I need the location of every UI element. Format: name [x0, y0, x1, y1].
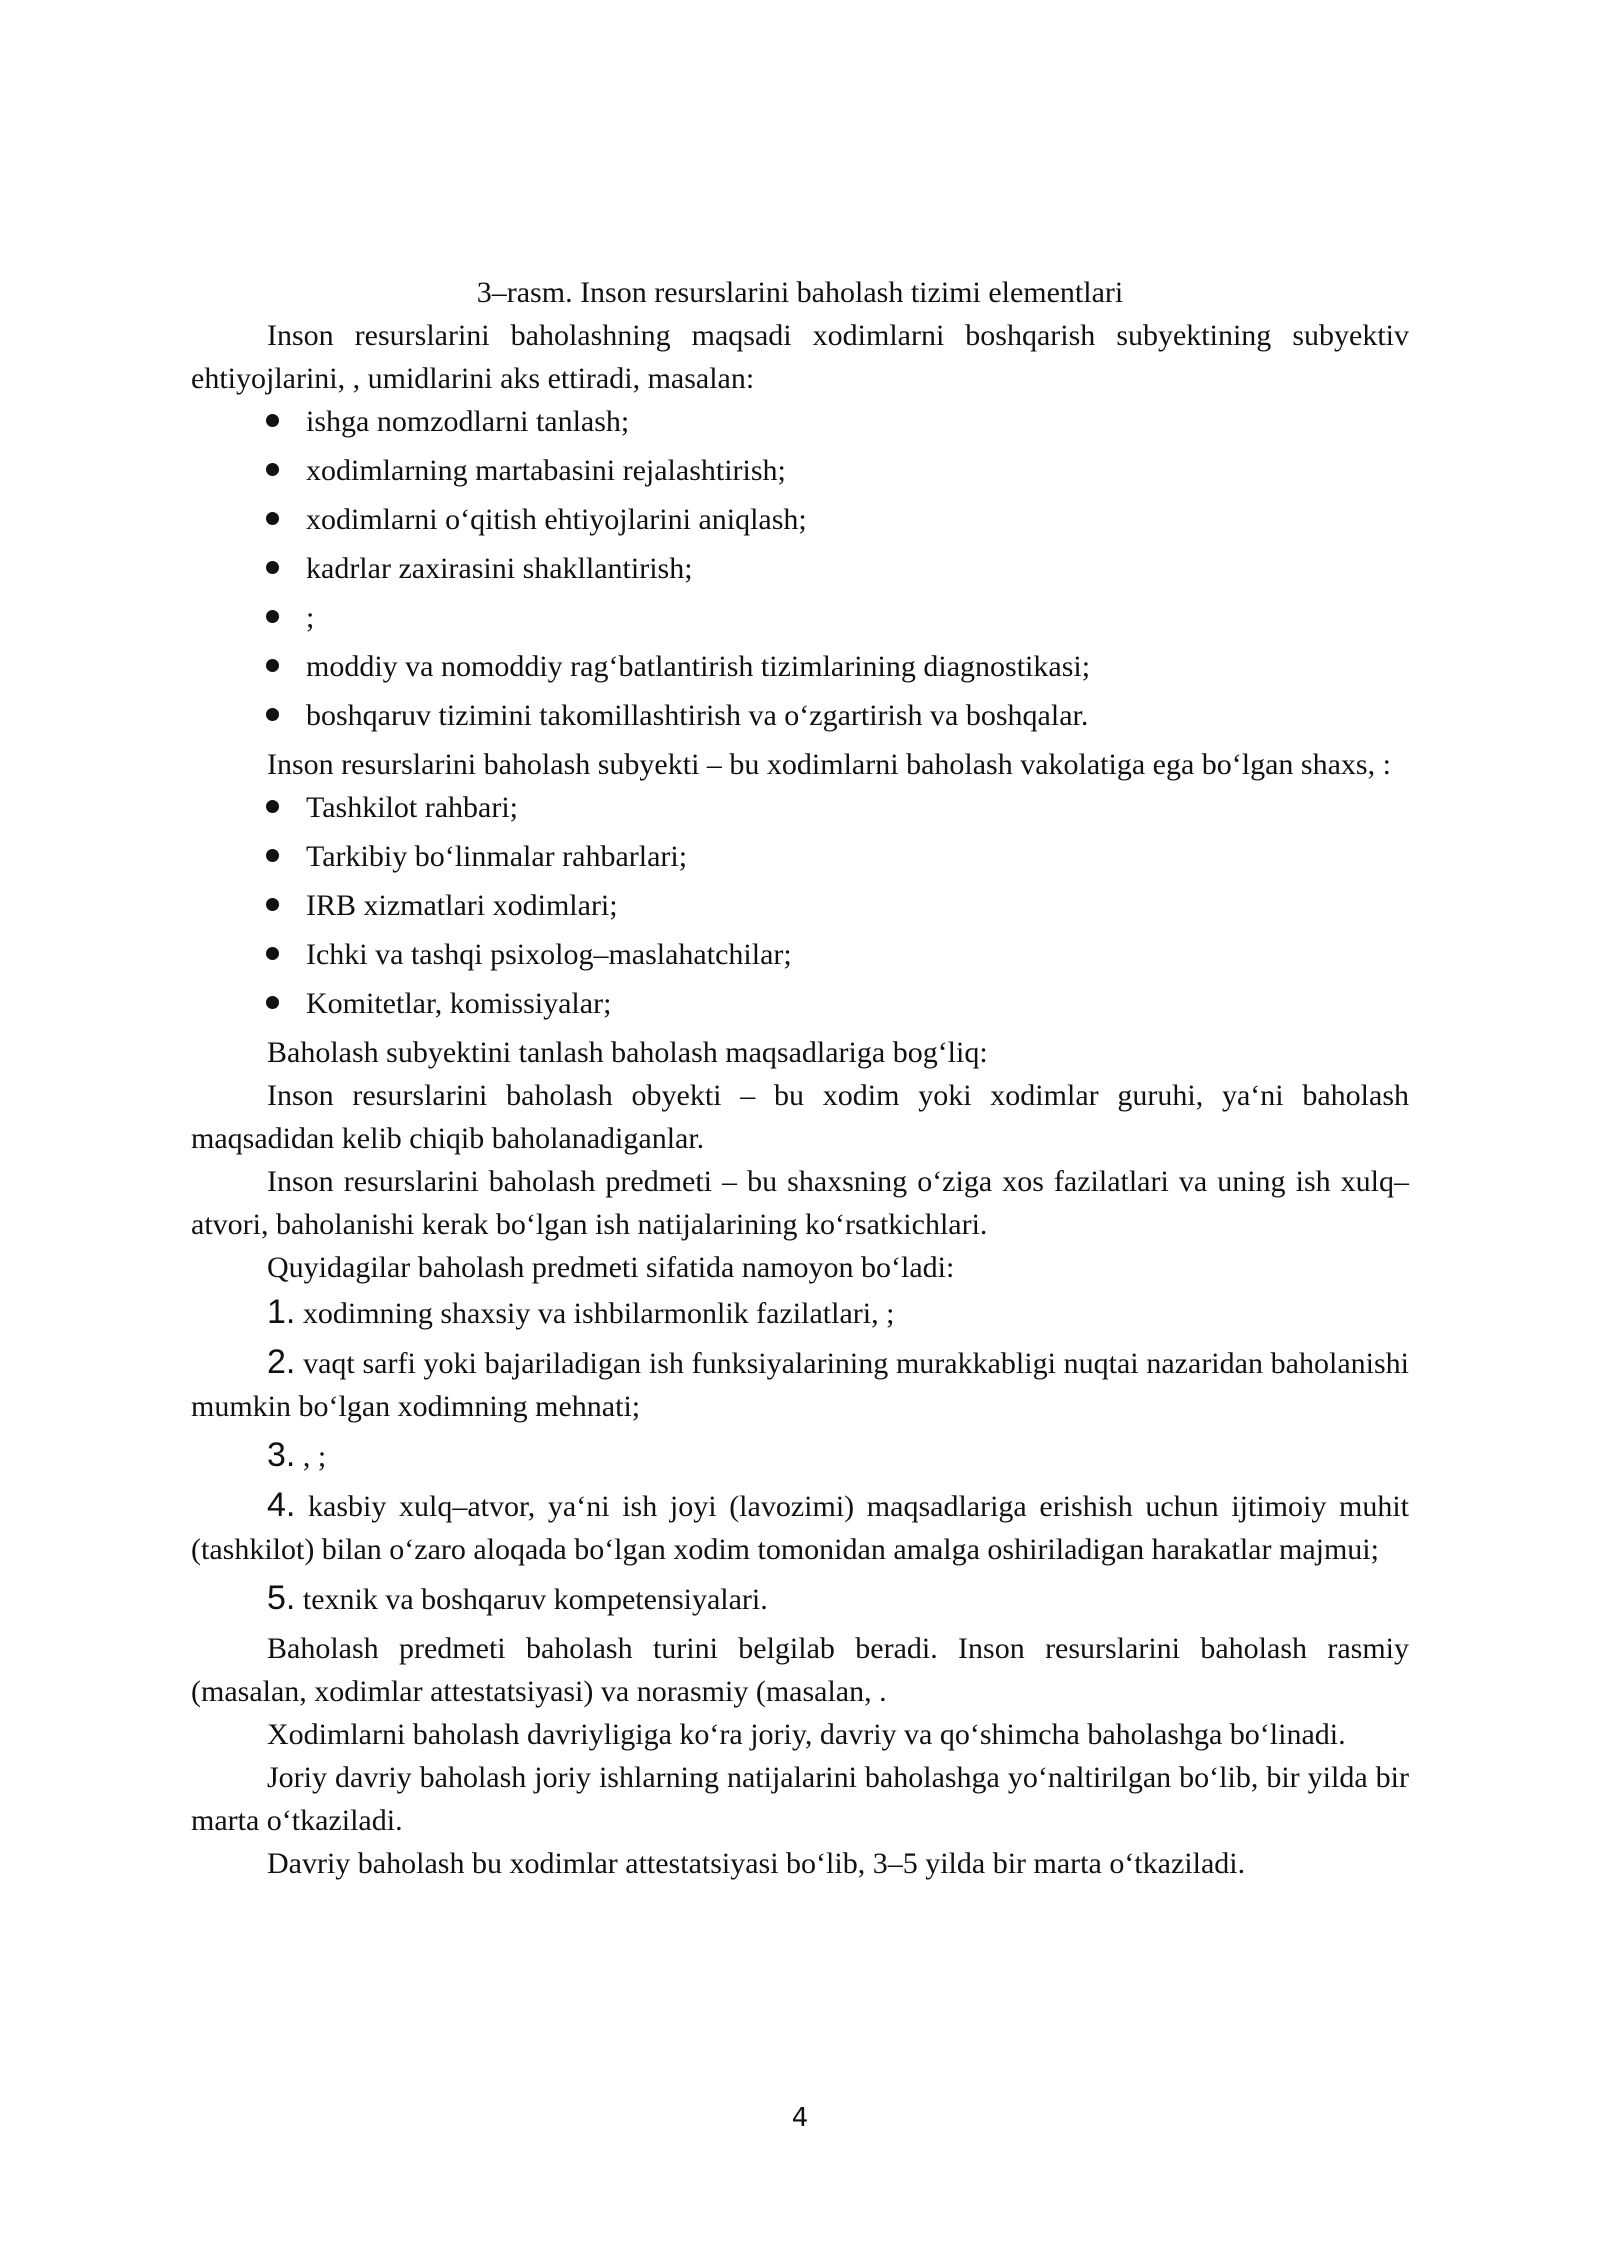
- bullet-icon: [266, 800, 279, 813]
- list-item: ishga nomzodlarni tanlash;: [191, 400, 1409, 443]
- list-item: IRB xizmatlari xodimlari;: [191, 884, 1409, 927]
- item-number: 2.: [267, 1343, 296, 1381]
- paragraph-current-assessment: Joriy davriy baholash joriy ishlarning natijalarini baholashga yo‘naltirilgan bo‘lib, bir yilda bir marta o‘tkaziladi.: [191, 1761, 1409, 1837]
- item-number: 1.: [267, 1293, 296, 1331]
- subjects-list: [191, 786, 1409, 1025]
- page-content: [191, 271, 1409, 1885]
- bullet-icon: [266, 947, 279, 960]
- bullet-icon: [266, 996, 279, 1009]
- paragraph-assessment-matter: Inson resurslarini baholash predmeti – bu shaxsning o‘ziga xos fazilatlari va uning ish xulq–atvori, baholanishi kerak bo‘lgan ish natijalarining ko‘rsatkichlari.: [191, 1165, 1409, 1241]
- bullet-icon: [266, 512, 279, 525]
- list-item: Ichki va tashqi psixolog–maslahatchilar;: [191, 933, 1409, 976]
- paragraph-periodicity: Xodimlarni baholash davriyligiga ko‘ra joriy, davriy va qo‘shimcha baholashga bo‘linadi.: [267, 1718, 1346, 1751]
- paragraph-assessment-subject: Inson resurslarini baholash subyekti – bu xodimlarni baholash vakolatiga ega bo‘lgan shaxs, :: [267, 748, 1391, 781]
- list-item: 2. vaqt sarfi yoki bajariladigan ish funksiyalarining murakkabligi nuqtai nazaridan baholanishi mumkin bo‘lgan xodimning mehnati;: [191, 1343, 1409, 1423]
- list-item: Komitetlar, komissiyalar;: [191, 982, 1409, 1025]
- paragraph-matter-intro: Quyidagilar baholash predmeti sifatida namoyon bo‘ladi:: [267, 1251, 955, 1284]
- bullet-icon: [266, 898, 279, 911]
- list-item: Tashkilot rahbari;: [191, 786, 1409, 829]
- list-item: 1. xodimning shaxsiy va ishbilarmonlik fazilatlari, ;: [267, 1293, 895, 1331]
- paragraph-periodic-assessment: Davriy baholash bu xodimlar attestatsiyasi bo‘lib, 3–5 yilda bir marta o‘tkaziladi.: [267, 1847, 1246, 1880]
- figure-caption: 3–rasm. Inson resurslarini baholash tizimi elementlari: [476, 276, 1124, 309]
- bullet-icon: [266, 849, 279, 862]
- item-number: 4.: [267, 1486, 296, 1524]
- paragraph-assessment-purpose: Inson resurslarini baholashning maqsadi xodimlarni boshqarish subyektining subyektiv ehtiyojlarini, , umidlarini aks ettiradi, masalan:: [191, 319, 1409, 395]
- bullet-icon: [266, 463, 279, 476]
- paragraph-assessment-types: Baholash predmeti baholash turini belgilab beradi. Inson resurslarini baholash rasmiy (masalan, xodimlar attestatsiyasi) va norasmiy (masalan, .: [191, 1632, 1409, 1708]
- bullet-icon: [266, 561, 279, 574]
- list-item: kadrlar zaxirasini shakllantirish;: [191, 547, 1409, 590]
- list-item: moddiy va nomoddiy rag‘batlantirish tizimlarining diagnostikasi;: [191, 645, 1409, 688]
- paragraph-subject-choice: Baholash subyektini tanlash baholash maqsadlariga bog‘liq:: [267, 1036, 988, 1069]
- numbered-list: [191, 1291, 1409, 1621]
- bullet-icon: [266, 610, 279, 623]
- list-item: 5. texnik va boshqaruv kompetensiyalari.: [267, 1579, 768, 1617]
- list-item: 4. kasbiy xulq–atvor, ya‘ni ish joyi (lavozimi) maqsadlariga erishish uchun ijtimoiy muhit (tashkilot) bilan o‘zaro aloqada bo‘lgan xodim tomonidan amalga oshiriladigan harakatlar majmui;: [191, 1486, 1409, 1566]
- item-number: 5.: [267, 1579, 296, 1617]
- bullet-icon: [266, 708, 279, 721]
- list-item: ;: [191, 596, 1409, 639]
- list-item: 3. , ;: [267, 1436, 327, 1474]
- list-item: xodimlarning martabasini rejalashtirish;: [191, 449, 1409, 492]
- goals-list: [191, 400, 1409, 737]
- page-number: 4: [791, 2103, 809, 2133]
- list-item: boshqaruv tizimini takomillashtirish va o‘zgartirish va boshqalar.: [191, 694, 1409, 737]
- item-number: 3.: [267, 1436, 296, 1474]
- list-item: Tarkibiy bo‘linmalar rahbarlari;: [191, 835, 1409, 878]
- paragraph-assessment-object: Inson resurslarini baholash obyekti – bu xodim yoki xodimlar guruhi, ya‘ni baholash maqsadidan kelib chiqib baholanadiganlar.: [191, 1079, 1409, 1155]
- list-item: xodimlarni o‘qitish ehtiyojlarini aniqlash;: [191, 498, 1409, 541]
- bullet-icon: [266, 659, 279, 672]
- bullet-icon: [266, 414, 279, 427]
